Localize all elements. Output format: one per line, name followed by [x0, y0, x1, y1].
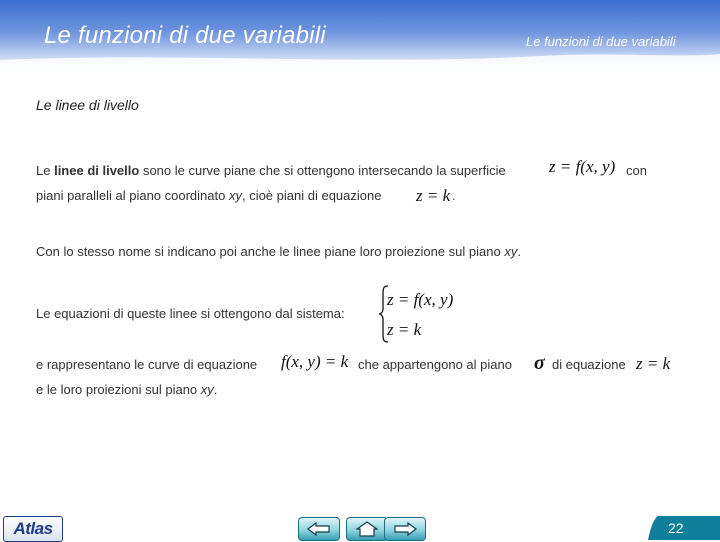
paragraph-4-line-2: e le loro proiezioni sul piano xy. — [36, 382, 218, 397]
next-slide-button[interactable] — [384, 517, 426, 541]
prev-slide-button[interactable] — [298, 517, 340, 541]
curve-equation: f(x, y) = k — [281, 352, 349, 371]
arrow-left-icon — [307, 522, 331, 536]
section-title: Le linee di livello — [36, 97, 139, 113]
home-icon — [356, 521, 378, 537]
page-number: 22 — [668, 520, 684, 536]
slide-title: Le funzioni di due variabili — [44, 22, 326, 49]
paragraph-4-mid: che appartengono al piano — [358, 357, 512, 372]
slide-subtitle: Le funzioni di due variabili — [526, 34, 676, 49]
paragraph-1-line-2: piani paralleli al piano coordinato xy, cioè piani di equazione — [36, 188, 382, 203]
home-button[interactable] — [346, 517, 388, 541]
paragraph-4-line-1: e rappresentano le curve di equazione — [36, 357, 258, 372]
slide-header — [0, 0, 720, 72]
period: . — [452, 188, 456, 203]
paragraph-4-end: di equazione — [552, 357, 626, 372]
system-equation-2: z = k — [387, 320, 422, 339]
system-equation-1: z = f(x, y) — [387, 290, 454, 309]
word-con: con — [626, 163, 647, 178]
bold-term: linee di livello — [54, 163, 140, 178]
plane-equation-2: z = k — [636, 354, 671, 373]
surface-equation: z = f(x, y) — [549, 157, 616, 176]
page-number-tab — [648, 516, 720, 540]
plane-equation: z = k — [416, 186, 451, 205]
paragraph-2: Con lo stesso nome si indicano poi anche le linee piane loro proiezione sul piano xy. — [36, 244, 521, 259]
atlas-logo — [3, 516, 63, 542]
arrow-right-icon — [393, 522, 417, 536]
paragraph-1-line-1: Le linee di livello sono le curve piane che si ottengono intersecando la superficie — [36, 163, 506, 178]
paragraph-3: Le equazioni di queste linee si ottengono dal sistema: — [36, 306, 345, 321]
logo-text: Atlas — [13, 519, 53, 538]
sigma-symbol: σ — [534, 352, 545, 374]
